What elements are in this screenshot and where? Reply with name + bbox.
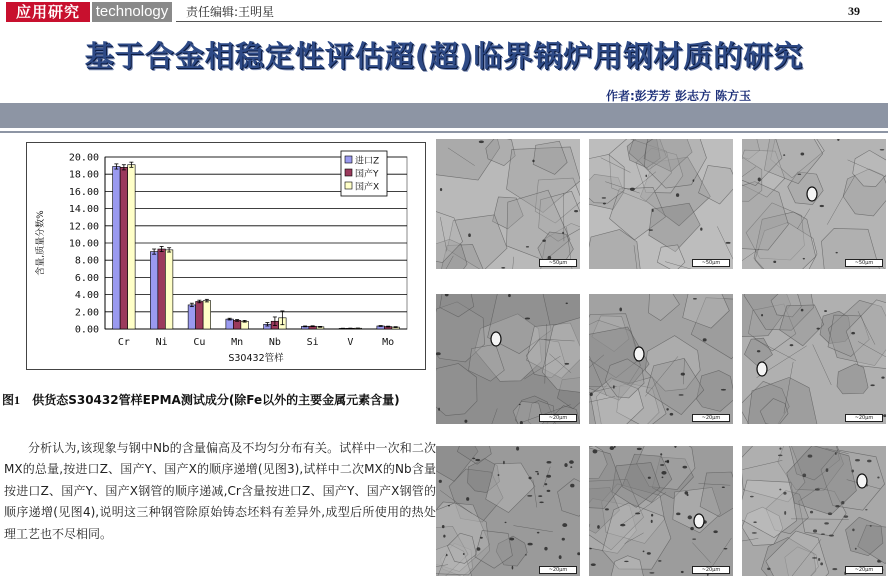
bar-Cr-1 (120, 167, 128, 329)
micrograph-grid (436, 139, 888, 588)
scale-bar: ~20μm (845, 414, 883, 422)
micrograph-4 (436, 294, 580, 424)
y-tick-label: 6.00 (74, 272, 99, 284)
bar-Mn-0 (226, 319, 234, 329)
scale-bar: ~20μm (539, 414, 577, 422)
y-tick-label: 10.00 (68, 238, 99, 250)
y-tick-label: 18.00 (68, 169, 99, 181)
x-tick-label: Nb (268, 337, 281, 348)
bar-Cu-2 (203, 301, 211, 329)
x-tick-label: Mn (231, 337, 244, 348)
editor-credit: 责任编辑:王明星 (186, 5, 275, 19)
body-paragraph: 分析认为,该现象与钢中Nb的含量偏高及不均匀分布有关。试样中一次和二次MX的总量,按进口Z、国产Y、国产X的顺序递增(见图3),试样中二次MX的Nb含量按进口Z、国产Y、国产X钢管的顺序递减,Cr含量按进口Z、国产Y、国产X钢管的顺序递增(见图4),说明这三种钢管除原始铸态坯料有差异外,成型后所使用的热处理工艺也不尽相同。 (4, 441, 436, 541)
scale-bar: ~50μm (539, 259, 577, 267)
x-tick-label: Si (306, 337, 319, 348)
legend-swatch (345, 156, 352, 163)
micrograph-6 (742, 294, 886, 424)
y-tick-label: 2.00 (74, 307, 99, 319)
y-tick-label: 4.00 (74, 290, 99, 302)
y-tick-label: 12.00 (68, 221, 99, 233)
bar-Ni-0 (150, 252, 158, 329)
x-axis-label: S30432管样 (228, 353, 284, 364)
scale-bar: ~50μm (845, 259, 883, 267)
page-number: 39 (848, 4, 860, 18)
section-badge: 应用研究 (6, 2, 90, 22)
micrograph-2 (589, 139, 733, 269)
x-tick-label: V (347, 337, 354, 348)
scale-bar: ~20μm (845, 566, 883, 574)
y-tick-label: 20.00 (68, 152, 99, 164)
title-band (0, 103, 888, 128)
article-authors: 作者:彭芳芳 彭志方 陈方玉 (606, 89, 752, 103)
bar-Ni-1 (158, 249, 166, 329)
bar-Mn-1 (233, 320, 241, 329)
legend-label: 进口Z (355, 156, 380, 167)
figure1-chart (26, 142, 426, 370)
y-tick-label: 8.00 (74, 255, 99, 267)
scale-bar: ~50μm (692, 259, 730, 267)
micrograph-5 (589, 294, 733, 424)
x-tick-label: Mo (382, 337, 395, 348)
scale-bar: ~20μm (539, 566, 577, 574)
micrograph-3 (742, 139, 886, 269)
bar-Cr-0 (113, 166, 121, 329)
x-tick-label: Cu (193, 337, 206, 348)
scale-bar: ~20μm (692, 414, 730, 422)
bar-Cr-2 (128, 165, 136, 329)
figure1-caption (2, 391, 400, 408)
article-title: 基于合金相稳定性评估超(超)临界锅炉用钢材质的研究 (84, 39, 804, 73)
legend-label: 国产Y (355, 169, 379, 180)
y-tick-label: 16.00 (68, 186, 99, 198)
micrograph-8 (589, 446, 733, 576)
y-tick-label: 0.00 (74, 324, 99, 336)
micrograph-9 (742, 446, 886, 576)
figure1-caption-number: 图1 (2, 393, 21, 407)
y-axis-label: 含量,质量分数% (36, 210, 46, 276)
figure1-caption-text: 供货态S30432管样EPMA测试成分(除Fe以外的主要金属元素含量) (32, 393, 400, 407)
x-tick-label: Cr (117, 337, 130, 348)
bar-Ni-2 (165, 250, 173, 329)
header-rule (176, 21, 882, 22)
micrograph-1 (436, 139, 580, 269)
x-tick-label: Ni (155, 337, 168, 348)
bar-Cu-0 (188, 305, 196, 329)
y-tick-label: 14.00 (68, 204, 99, 216)
legend-label: 国产X (355, 182, 380, 193)
micrograph-7 (436, 446, 580, 576)
legend-swatch (345, 169, 352, 176)
title-band-rule (0, 131, 888, 133)
section-badge-en: technology (92, 2, 172, 22)
bar-chart (27, 143, 427, 371)
legend-swatch (345, 182, 352, 189)
scale-bar: ~20μm (692, 566, 730, 574)
bar-Cu-1 (196, 301, 204, 329)
